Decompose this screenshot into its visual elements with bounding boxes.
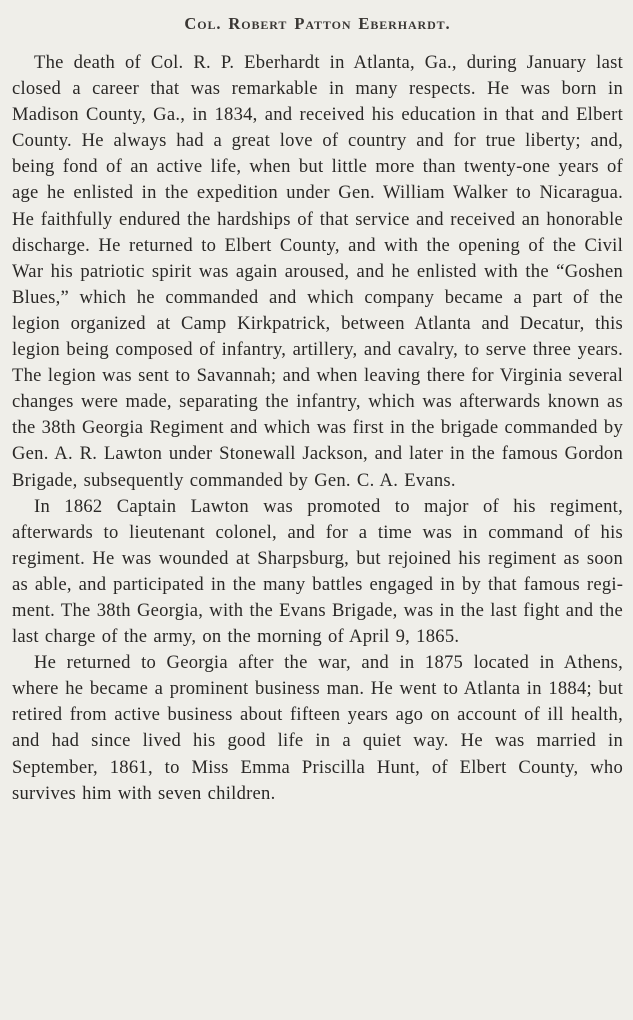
article-title: Col. Robert Patton Eberhardt. (184, 14, 451, 33)
article-paragraph-2: In 1862 Captain Lawton was promoted to major of his regiment, afterwards to lieutenant colonel, and for a time was in command of his regiment. He was wounded at Sharpsburg, but rejoined his regiment as soon as able, and participated in the many battles engaged in by that famous regiment. The 38th Georgia, with the Evans Brigade, was in the last fight and the last charge of the army, on the morning of April 9, 1865. (12, 495, 623, 648)
article-paragraph-3: He returned to Georgia after the war, and in 1875 located in Athens, where he became a prominent business man. He went to Atlanta in 1884; but retired from active business about fifteen years ago on account of ill health, and had since lived his good life in a quiet way. He was married in September, 1861, to Miss Emma Priscilla Hunt, of Elbert County, who survives him with seven children. (12, 652, 623, 804)
article-paragraph-1: The death of Col. R. P. Eberhardt in Atlanta, Ga., during January last closed a career that was remarkable in many respects. He was born in Madison County, Ga., in 1834, and received his education in that and Elbert County. He always had a great love of country and for true liberty; and, being fond of an active life, when but little more than twenty-one years of age he enlisted in the expedition under Gen. William Walker to Nicaragua. He faithfully endured the hardships of that service and received an honorable discharge. He returned to Elbert County, and with the opening of the Civil War his patriotic spirit was again aroused, and he enlisted with the “Goshen Blues,” which he commanded and which company became a part of the legion organized at Camp Kirkpatrick, between Atlanta and Decatur, this legion being composed of infantry, artillery, and cavalry, to serve three years. The legion was sent to Savannah; and when leaving there for Virginia several changes were made, separating the infantry, which was afterwards known as the 38th Georgia Regiment and which was first in the brigade commanded by Gen. A. R. Lawton under Stonewall Jackson, and later in the famous Gordon Brigade, subsequently commanded by Gen. C. A. Evans. (12, 52, 623, 491)
